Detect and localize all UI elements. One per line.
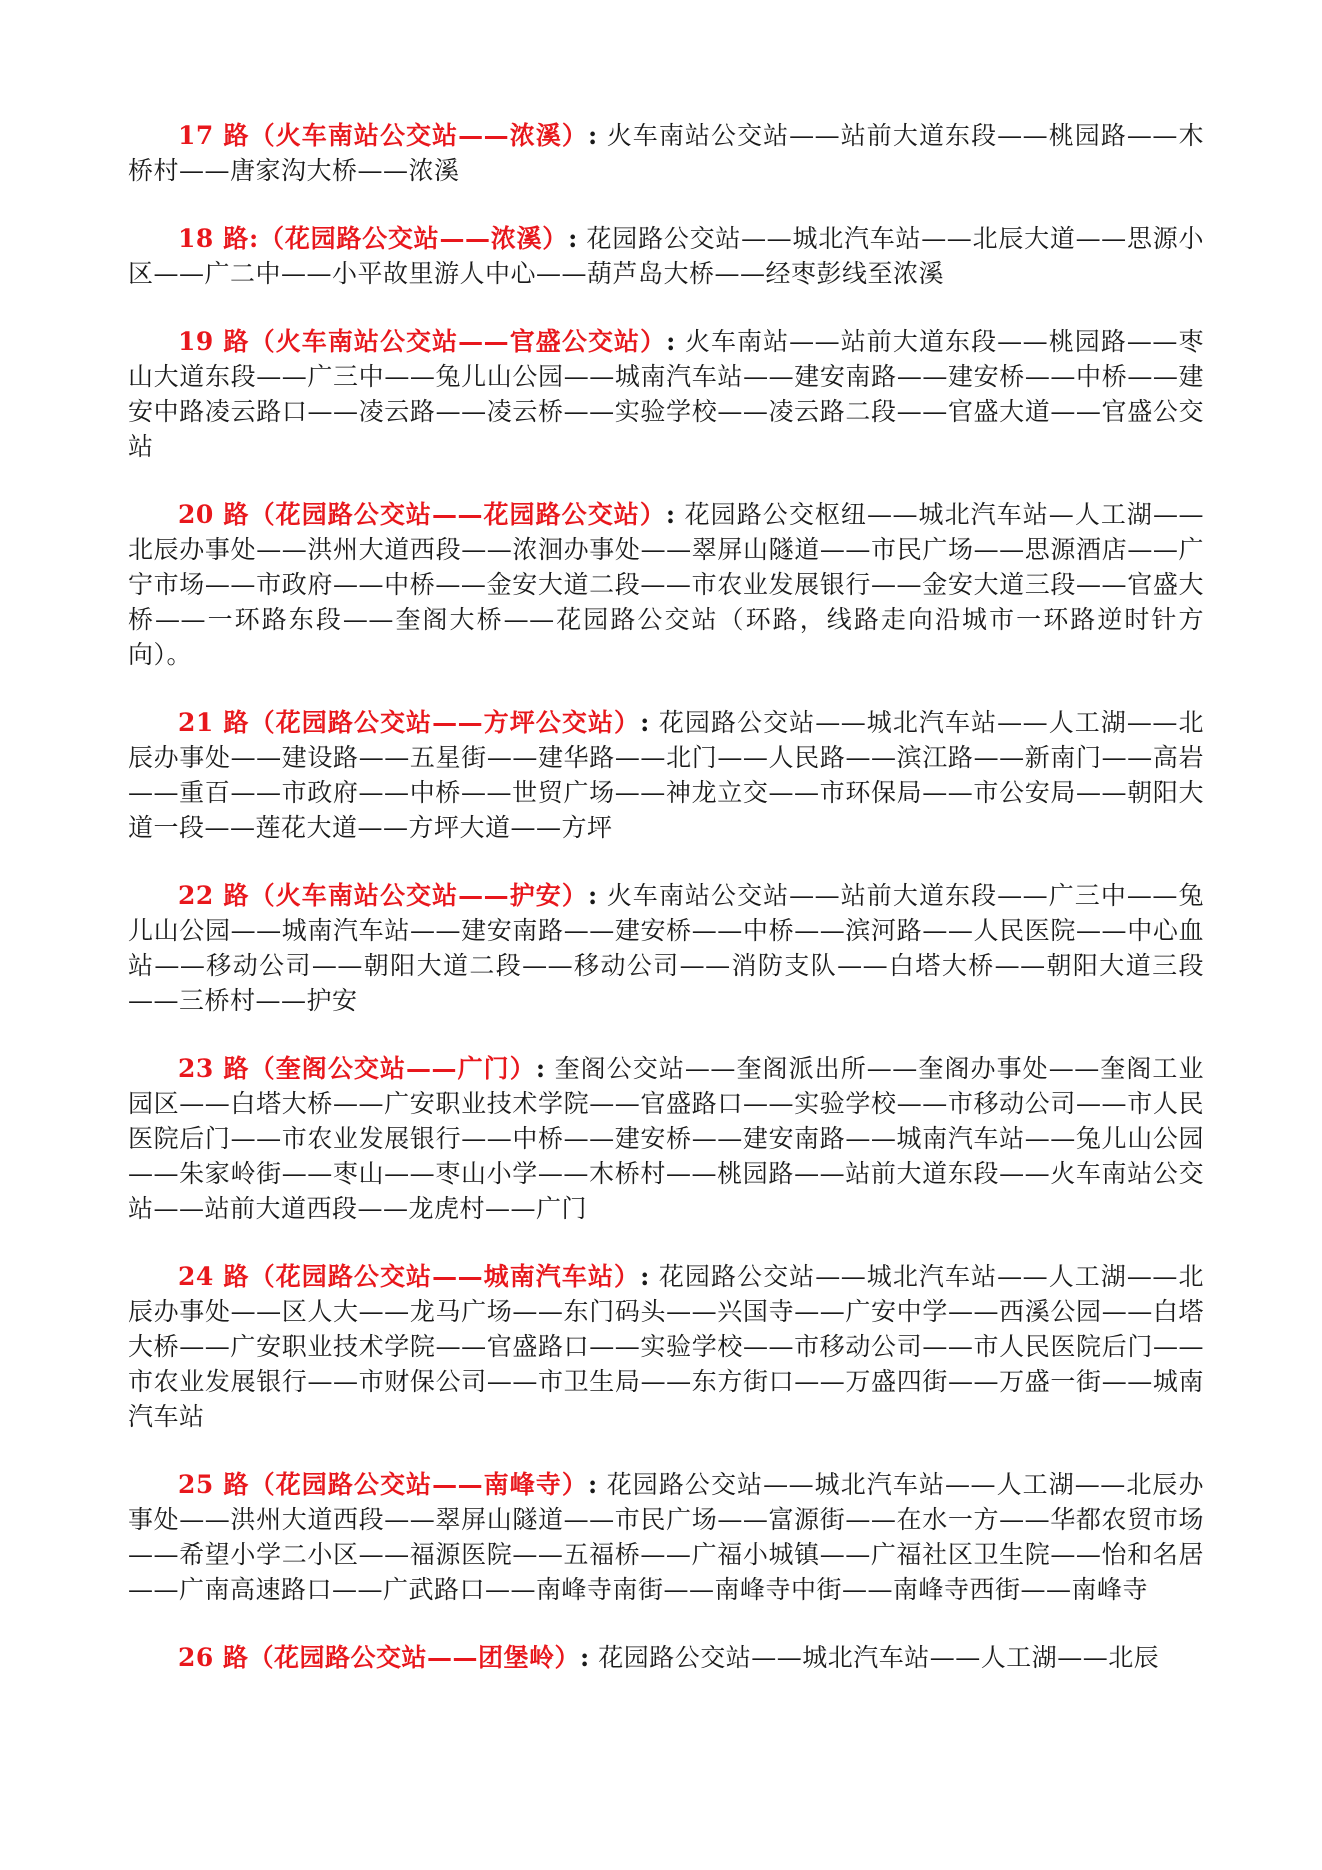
route-stops: 奎阁公交站——奎阁派出所——奎阁办事处——奎阁工业园区——白塔大桥——广安职业技术学院——官盛路口——实验学校——市移动公司——市人民医院后门——市农业发展银行——中桥——建安桥——建安南路——城南汽车站——兔儿山公园——朱家岭街——枣山——枣山小学——木桥村——桃园路——站前大道东段——火车南站公交站——站前大道西段——龙虎村——广门 xyxy=(128,1054,1204,1223)
route-stops: 花园路公交站——城北汽车站——人工湖——北辰 xyxy=(598,1643,1160,1672)
route-20: 20 路（花园路公交站——花园路公交站）: 花园路公交枢纽——城北汽车站—人工湖——北辰办事处——洪州大道西段——浓洄办事处——翠屏山隧道——市民广场——思源酒店——广宁市场——市政府——中桥——金安大道二段——市农业发展银行——金安大道三段——官盛大桥——一环路东段——奎阁大桥——花园路公交站（环路，线路走向沿城市一环路逆时针方向）。 xyxy=(128,500,1204,669)
route-stops: 花园路公交站——城北汽车站——人工湖——北辰办事处——建设路——五星街——建华路——北门——人民路——滨江路——新南门——高岩——重百——市政府——中桥——世贸广场——神龙立交——市环保局——市公安局——朝阳大道一段——莲花大道——方坪大道——方坪 xyxy=(128,708,1204,842)
route-19: 19 路（火车南站公交站——官盛公交站）: 火车南站——站前大道东段——桃园路——枣山大道东段——广三中——兔儿山公园——城南汽车站——建安南路——建安桥——中桥——建安中路凌云路口——凌云路——凌云桥——实验学校——凌云路二段——官盛大道——官盛公交站 xyxy=(128,327,1204,461)
route-title: 21 路（花园路公交站——方坪公交站） xyxy=(178,708,641,737)
route-title: 22 路（火车南站公交站——护安） xyxy=(178,881,588,910)
route-title: 19 路（火车南站公交站——官盛公交站） xyxy=(178,327,667,356)
route-title: 17 路（火车南站公交站——浓溪） xyxy=(178,121,588,150)
route-title: 25 路（花园路公交站——南峰寺） xyxy=(178,1470,588,1499)
route-title: 18 路:（花园路公交站——浓溪） xyxy=(178,224,569,253)
route-23: 23 路（奎阁公交站——广门）: 奎阁公交站——奎阁派出所——奎阁办事处——奎阁工业园区——白塔大桥——广安职业技术学院——官盛路口——实验学校——市移动公司——市人民医院后门——市农业发展银行——中桥——建安桥——建安南路——城南汽车站——兔儿山公园——朱家岭街——枣山——枣山小学——木桥村——桃园路——站前大道东段——火车南站公交站——站前大道西段——龙虎村——广门 xyxy=(128,1054,1204,1223)
route-18: 18 路:（花园路公交站——浓溪）: 花园路公交站——城北汽车站——北辰大道——思源小区——广二中——小平故里游人中心——葫芦岛大桥——经枣彭线至浓溪 xyxy=(128,224,1204,288)
route-stops: 花园路公交站——城北汽车站——人工湖——北辰办事处——洪州大道西段——翠屏山隧道——市民广场——富源街——在水一方——华都农贸市场——希望小学二小区——福源医院——五福桥——广福小城镇——广福社区卫生院——怡和名居——广南高速路口——广武路口——南峰寺南街——南峰寺中街——南峰寺西街——南峰寺 xyxy=(128,1470,1204,1604)
route-26: 26 路（花园路公交站——团堡岭）: 花园路公交站——城北汽车站——人工湖——北辰 xyxy=(178,1643,1160,1672)
route-stops: 火车南站公交站——站前大道东段——桃园路——木桥村——唐家沟大桥——浓溪 xyxy=(128,121,1204,185)
route-stops: 花园路公交枢纽——城北汽车站—人工湖——北辰办事处——洪州大道西段——浓洄办事处——翠屏山隧道——市民广场——思源酒店——广宁市场——市政府——中桥——金安大道二段——市农业发展银行——金安大道三段——官盛大桥——一环路东段——奎阁大桥——花园路公交站（环路，线路走向沿城市一环路逆时针方向）。 xyxy=(128,500,1204,669)
route-stops: 花园路公交站——城北汽车站——人工湖——北辰办事处——区人大——龙马广场——东门码头——兴国寺——广安中学——西溪公园——白塔大桥——广安职业技术学院——官盛路口——实验学校——市移动公司——市人民医院后门——市农业发展银行——市财保公司——市卫生局——东方街口——万盛四街——万盛一街——城南汽车站 xyxy=(128,1262,1204,1431)
route-17: 17 路（火车南站公交站——浓溪）: 火车南站公交站——站前大道东段——桃园路——木桥村——唐家沟大桥——浓溪 xyxy=(128,121,1204,185)
route-22: 22 路（火车南站公交站——护安）: 火车南站公交站——站前大道东段——广三中——兔儿山公园——城南汽车站——建安南路——建安桥——中桥——滨河路——人民医院——中心血站——移动公司——朝阳大道二段——移动公司——消防支队——白塔大桥——朝阳大道三段——三桥村——护安 xyxy=(128,881,1204,1015)
route-stops: 花园路公交站——城北汽车站——北辰大道——思源小区——广二中——小平故里游人中心——葫芦岛大桥——经枣彭线至浓溪 xyxy=(128,224,1204,288)
document-page xyxy=(128,118,1204,1708)
route-stops: 火车南站——站前大道东段——桃园路——枣山大道东段——广三中——兔儿山公园——城南汽车站——建安南路——建安桥——中桥——建安中路凌云路口——凌云路——凌云桥——实验学校——凌云路二段——官盛大道——官盛公交站 xyxy=(128,327,1204,461)
route-25: 25 路（花园路公交站——南峰寺）: 花园路公交站——城北汽车站——人工湖——北辰办事处——洪州大道西段——翠屏山隧道——市民广场——富源街——在水一方——华都农贸市场——希望小学二小区——福源医院——五福桥——广福小城镇——广福社区卫生院——怡和名居——广南高速路口——广武路口——南峰寺南街——南峰寺中街——南峰寺西街——南峰寺 xyxy=(128,1470,1204,1604)
route-title: 24 路（花园路公交站——城南汽车站） xyxy=(178,1262,641,1291)
route-21: 21 路（花园路公交站——方坪公交站）: 花园路公交站——城北汽车站——人工湖——北辰办事处——建设路——五星街——建华路——北门——人民路——滨江路——新南门——高岩——重百——市政府——中桥——世贸广场——神龙立交——市环保局——市公安局——朝阳大道一段——莲花大道——方坪大道——方坪 xyxy=(128,708,1204,842)
route-title: 23 路（奎阁公交站——广门） xyxy=(178,1054,536,1083)
route-title: 26 路（花园路公交站——团堡岭） xyxy=(178,1643,580,1672)
route-stops: 火车南站公交站——站前大道东段——广三中——兔儿山公园——城南汽车站——建安南路——建安桥——中桥——滨河路——人民医院——中心血站——移动公司——朝阳大道二段——移动公司——消防支队——白塔大桥——朝阳大道三段——三桥村——护安 xyxy=(128,881,1204,1015)
route-title: 20 路（花园路公交站——花园路公交站） xyxy=(178,500,666,529)
route-24: 24 路（花园路公交站——城南汽车站）: 花园路公交站——城北汽车站——人工湖——北辰办事处——区人大——龙马广场——东门码头——兴国寺——广安中学——西溪公园——白塔大桥——广安职业技术学院——官盛路口——实验学校——市移动公司——市人民医院后门——市农业发展银行——市财保公司——市卫生局——东方街口——万盛四街——万盛一街——城南汽车站 xyxy=(128,1262,1204,1431)
